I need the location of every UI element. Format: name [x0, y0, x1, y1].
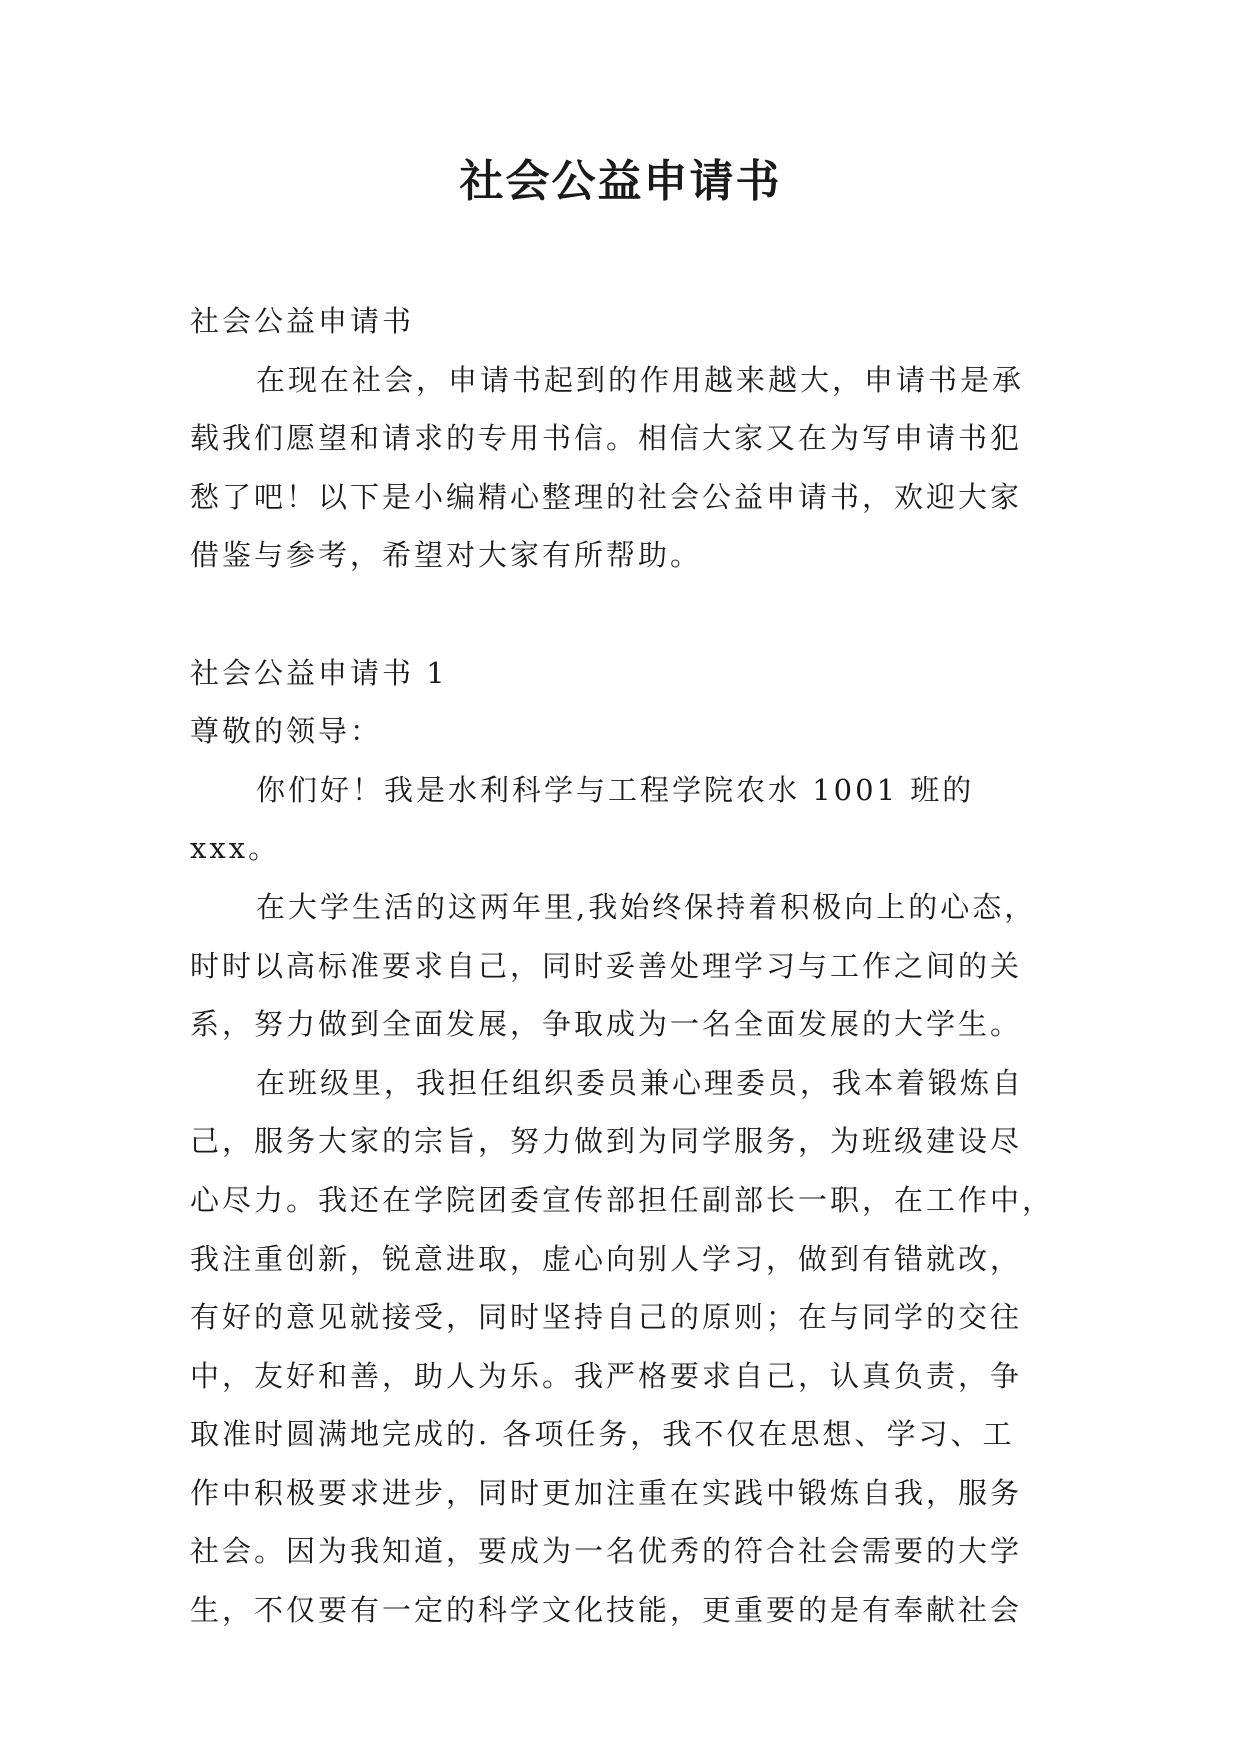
section-heading: 社会公益申请书 1	[190, 655, 448, 690]
paragraph-1-line: 时时以高标准要求自己，同时妥善处理学习与工作之间的关	[190, 948, 1023, 983]
paragraph-2-line: 生，不仅要有一定的科学文化技能，更重要的是有奉献社会	[190, 1593, 1023, 1628]
paragraph-1-line: 系，努力做到全面发展，争取成为一名全面发展的大学生。	[190, 1007, 1023, 1042]
intro-line: 载我们愿望和请求的专用书信。相信大家又在为写申请书犯	[190, 421, 1023, 456]
paragraph-1-line: 在大学生活的这两年里,我始终保持着积极向上的心态，	[256, 889, 1037, 924]
paragraph-2-line: 我注重创新，锐意进取，虚心向别人学习，做到有错就改，	[190, 1241, 1023, 1276]
intro-line: 愁了吧！以下是小编精心整理的社会公益申请书，欢迎大家	[190, 479, 1023, 514]
document-title: 社会公益申请书	[459, 156, 782, 207]
salutation: 尊敬的领导：	[190, 714, 383, 749]
paragraph-2-line: 中，友好和善，助人为乐。我严格要求自己，认真负责，争	[190, 1358, 1023, 1393]
paragraph-gap	[190, 585, 1060, 644]
document-body	[190, 292, 1060, 1640]
greeting-line: 你们好！我是水利科学与工程学院农水 1001 班的 xxx。	[190, 772, 975, 866]
paragraph-2-line: 己，服务大家的宗旨，努力做到为同学服务，为班级建设尽	[190, 1124, 1023, 1159]
paragraph-2-line: 作中积极要求进步，同时更加注重在实践中锻炼自我，服务	[190, 1475, 1023, 1510]
paragraph-2-line: 在班级里，我担任组织委员兼心理委员，我本着锻炼自	[256, 1065, 1025, 1100]
intro-line: 借鉴与参考，希望对大家有所帮助。	[190, 538, 703, 573]
paragraph-2-line: 心尽力。我还在学院团委宣传部担任副部长一职，在工作中，	[190, 1182, 1055, 1217]
document-subtitle: 社会公益申请书	[190, 304, 415, 338]
paragraph-2-line: 取准时圆满地完成的. 各项任务，我不仅在思想、学习、工	[190, 1417, 1015, 1452]
paragraph-2-line: 社会。因为我知道，要成为一名优秀的符合社会需要的大学	[190, 1534, 1023, 1569]
paragraph-2-line: 有好的意见就接受，同时坚持自己的原则；在与同学的交往	[190, 1300, 1023, 1335]
intro-line: 在现在社会，申请书起到的作用越来越大，申请书是承	[256, 362, 1025, 397]
